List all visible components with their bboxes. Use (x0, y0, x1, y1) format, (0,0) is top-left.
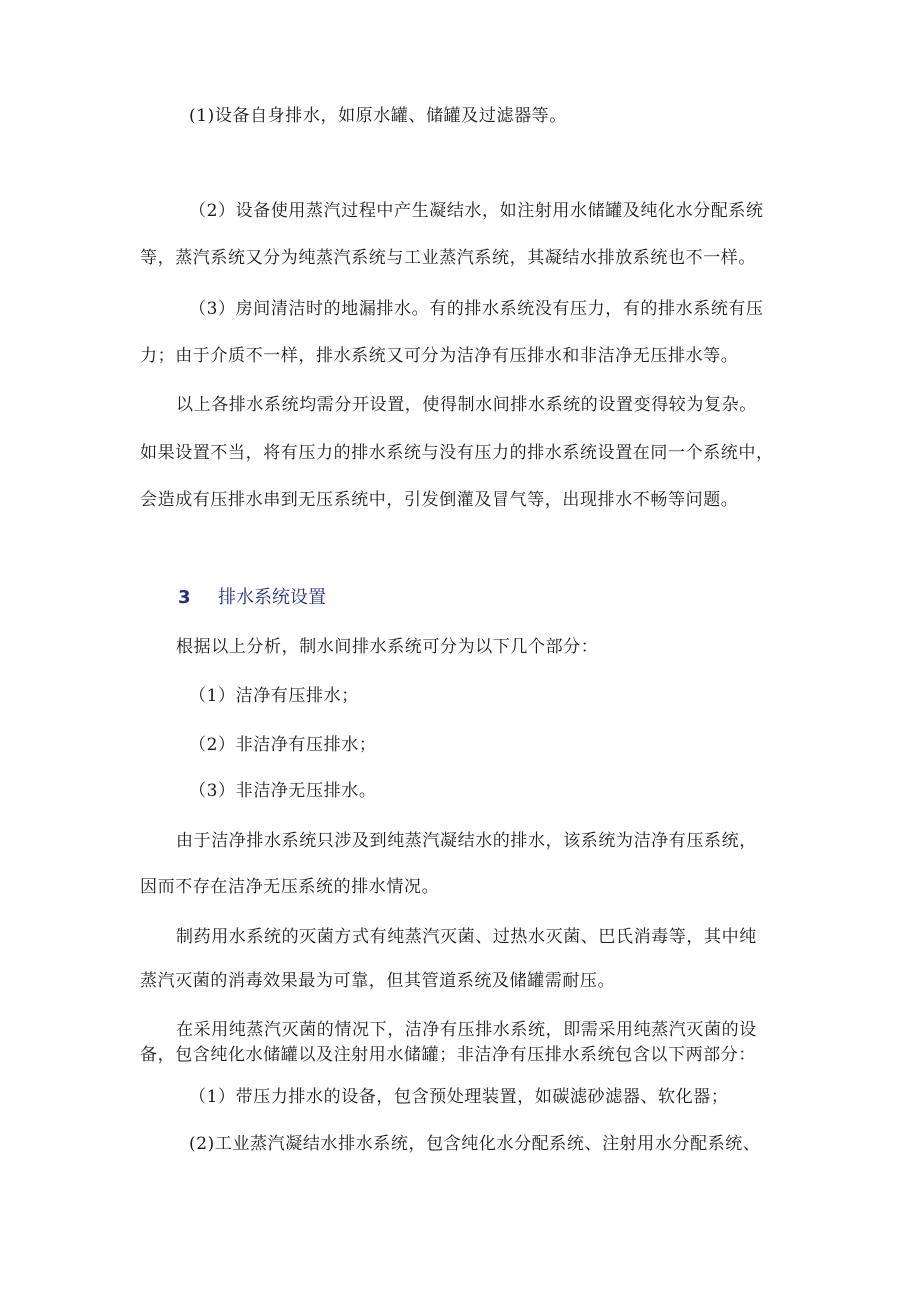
paragraph-line: 力；由于介质不一样，排水系统又可分为洁净有压排水和非洁净无压排水等。 (140, 346, 739, 366)
paragraph-line: 蒸汽灭菌的消毒效果最为可靠，但其管道系统及储罐需耐压。 (140, 971, 616, 991)
section-title: 排水系统设置 (218, 587, 326, 608)
list-item: （1）带压力排水的设备，包含预处理装置，如碳滤砂滤器、软化器； (189, 1087, 729, 1107)
paragraph-line: 等，蒸汽系统又分为纯蒸汽系统与工业蒸汽系统，其凝结水排放系统也不一样。 (140, 248, 756, 268)
paragraph-line: （3）房间清洁时的地漏排水。有的排水系统没有压力，有的排水系统有压 (189, 299, 764, 319)
list-item: (2)工业蒸汽凝结水排水系统，包含纯化水分配系统、注射用水分配系统、 (189, 1134, 761, 1154)
list-item: （3）非洁净无压排水。 (189, 781, 377, 801)
section-number: 3 (178, 587, 191, 608)
paragraph-line: 以上各排水系统均需分开设置，使得制水间排水系统的设置变得较为复杂。 (176, 395, 757, 415)
section-heading (178, 586, 326, 610)
paragraph-line: 制药用水系统的灭菌方式有纯蒸汽灭菌、过热水灭菌、巴氏消毒等，其中纯 (176, 927, 757, 947)
paragraph-line: 由于洁净排水系统只涉及到纯蒸汽凝结水的排水，该系统为洁净有压系统， (176, 831, 757, 851)
paragraph-line: （2）设备使用蒸汽过程中产生凝结水，如注射用水储罐及纯化水分配系统 (189, 201, 764, 221)
paragraph-line: 根据以上分析，制水间排水系统可分为以下几个部分： (176, 637, 599, 657)
paragraph-line: 因而不存在洁净无压系统的排水情况。 (140, 877, 440, 897)
paragraph-line: 如果设置不当，将有压力的排水系统与没有压力的排水系统设置在同一个系统中， (140, 443, 774, 463)
paragraph-line: (1)设备自身排水，如原水罐、储罐及过滤器等。 (189, 106, 567, 126)
paragraph-line: 在采用纯蒸汽灭菌的情况下，洁净有压排水系统，即需采用纯蒸汽灭菌的设 (176, 1020, 757, 1040)
list-item: （1）洁净有压排水； (189, 686, 359, 706)
list-item: （2）非洁净有压排水； (189, 735, 377, 755)
paragraph-line: 会造成有压排水串到无压系统中，引发倒灌及冒气等，出现排水不畅等问题。 (140, 490, 739, 510)
paragraph-line: 备，包含纯化水储罐以及注射用水储罐；非洁净有压排水系统包含以下两部分： (140, 1045, 756, 1065)
